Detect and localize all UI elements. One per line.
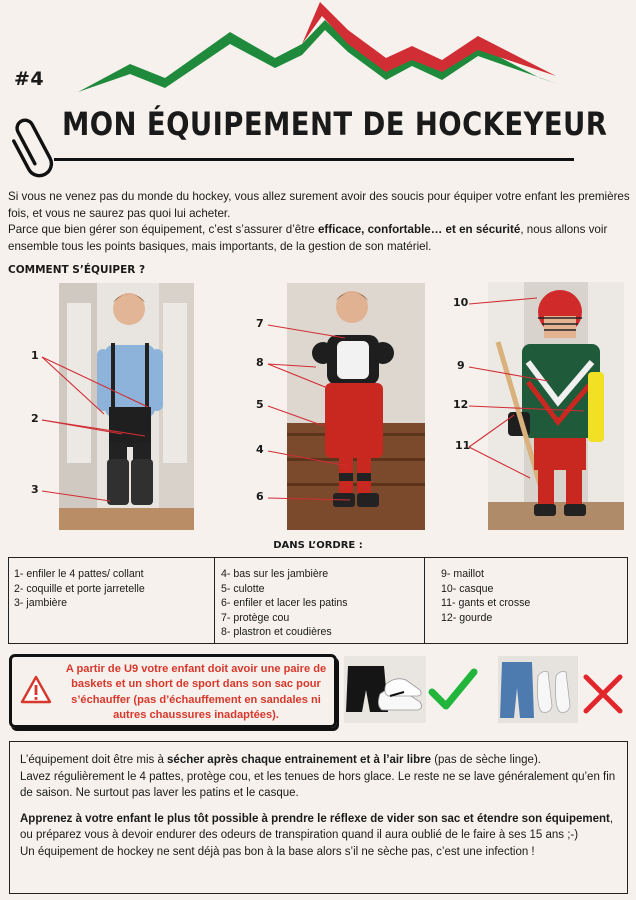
photo-protections xyxy=(287,283,425,530)
care-line-2: Lavez régulièrement le 4 pattes, protège cou, et les tenues de hors glace. Le reste ne se lave généralement qu’en fin de saison. Ne surtout pas laver les patins et le casque. xyxy=(20,770,616,799)
care-line-1: L’équipement doit être mis à sécher après chaque entrainement et à l’air libre (pas de sèche linge). xyxy=(20,754,541,766)
intro-text: Si vous ne venez pas du monde du hockey, vous allez surement avoir des soucis pour équiper votre enfant les premières fois, et vous ne saurez pas quoi lui acheter. Parce que bien gérer son équipement, c’est s’assurer d’être efficace, confortable… et en sécurité, nous allons voir ensemble tous les points basiques, mais importants, de la gestion de son matériel. xyxy=(8,190,630,253)
warning-text: A partir de U9 votre enfant doit avoir une paire de baskets et un short de sport dans son sac pour s’échauffer (pas d’échauffement en sandales ni autres chaussures inadaptées). xyxy=(65,663,327,722)
issue-number: #4 xyxy=(14,68,45,90)
care-box xyxy=(9,741,628,894)
steps-column-2 xyxy=(214,558,424,643)
steps-column-1 xyxy=(9,558,214,643)
callout-7: 7 xyxy=(256,317,264,330)
step-item: 12- gourde xyxy=(441,611,493,624)
step-item: 6- enfiler et lacer les patins xyxy=(221,597,348,610)
photo-full-gear xyxy=(488,282,624,530)
step-item: 8- plastron et coudières xyxy=(221,626,332,639)
care-line-4: Un équipement de hockey ne sent déjà pas bon à la base alors s’il ne sèche pas, c’est une infection ! xyxy=(20,845,535,858)
step-item: 1- enfiler le 4 pattes/ collant xyxy=(14,568,144,580)
cross-icon xyxy=(580,671,626,717)
callout-5: 5 xyxy=(256,398,264,411)
steps-column-3 xyxy=(424,558,627,643)
steps-table xyxy=(8,557,628,644)
callout-9: 9 xyxy=(457,359,465,372)
paperclip-icon xyxy=(10,112,58,178)
warning-box xyxy=(9,654,337,728)
callout-2: 2 xyxy=(31,412,39,425)
step-item: 4- bas sur les jambière xyxy=(221,568,329,580)
callout-12: 12 xyxy=(453,398,469,411)
check-icon xyxy=(428,668,478,712)
photo-base-layer xyxy=(59,283,194,530)
warning-icon xyxy=(20,675,52,705)
page-title: MON ÉQUIPEMENT DE HOCKEYEUR xyxy=(62,106,608,143)
section-heading-order: DANS L’ORDRE : xyxy=(273,540,363,551)
step-item: 11- gants et crosse xyxy=(441,597,531,610)
care-line-3: Apprenez à votre enfant le plus tôt possible à prendre le réflexe de vider son sac et étendre son équipement, ou préparez vous à devoir endurer des odeurs de transpiration quand il aura oublié de le faire à ses 15 ans ;-) xyxy=(20,812,614,841)
callout-1: 1 xyxy=(31,349,39,362)
step-item: 10- casque xyxy=(441,582,494,595)
step-item: 3- jambière xyxy=(14,597,67,610)
callout-3: 3 xyxy=(31,483,39,496)
step-item: 5- culotte xyxy=(221,582,265,595)
step-item: 9- maillot xyxy=(441,568,484,580)
callout-8: 8 xyxy=(256,356,264,369)
title-underline xyxy=(54,158,574,161)
callout-10: 10 xyxy=(453,296,469,309)
photo-sneakers-shorts xyxy=(344,656,426,723)
callout-11: 11 xyxy=(455,439,471,452)
mountains-logo xyxy=(70,0,570,95)
photo-jeans-shoes xyxy=(498,656,578,723)
section-heading-how: COMMENT S’ÉQUIPER ? xyxy=(8,264,146,276)
callout-6: 6 xyxy=(256,490,264,503)
callout-4: 4 xyxy=(256,443,264,456)
step-item: 2- coquille et porte jarretelle xyxy=(14,582,145,595)
step-item: 7- protège cou xyxy=(221,611,290,624)
